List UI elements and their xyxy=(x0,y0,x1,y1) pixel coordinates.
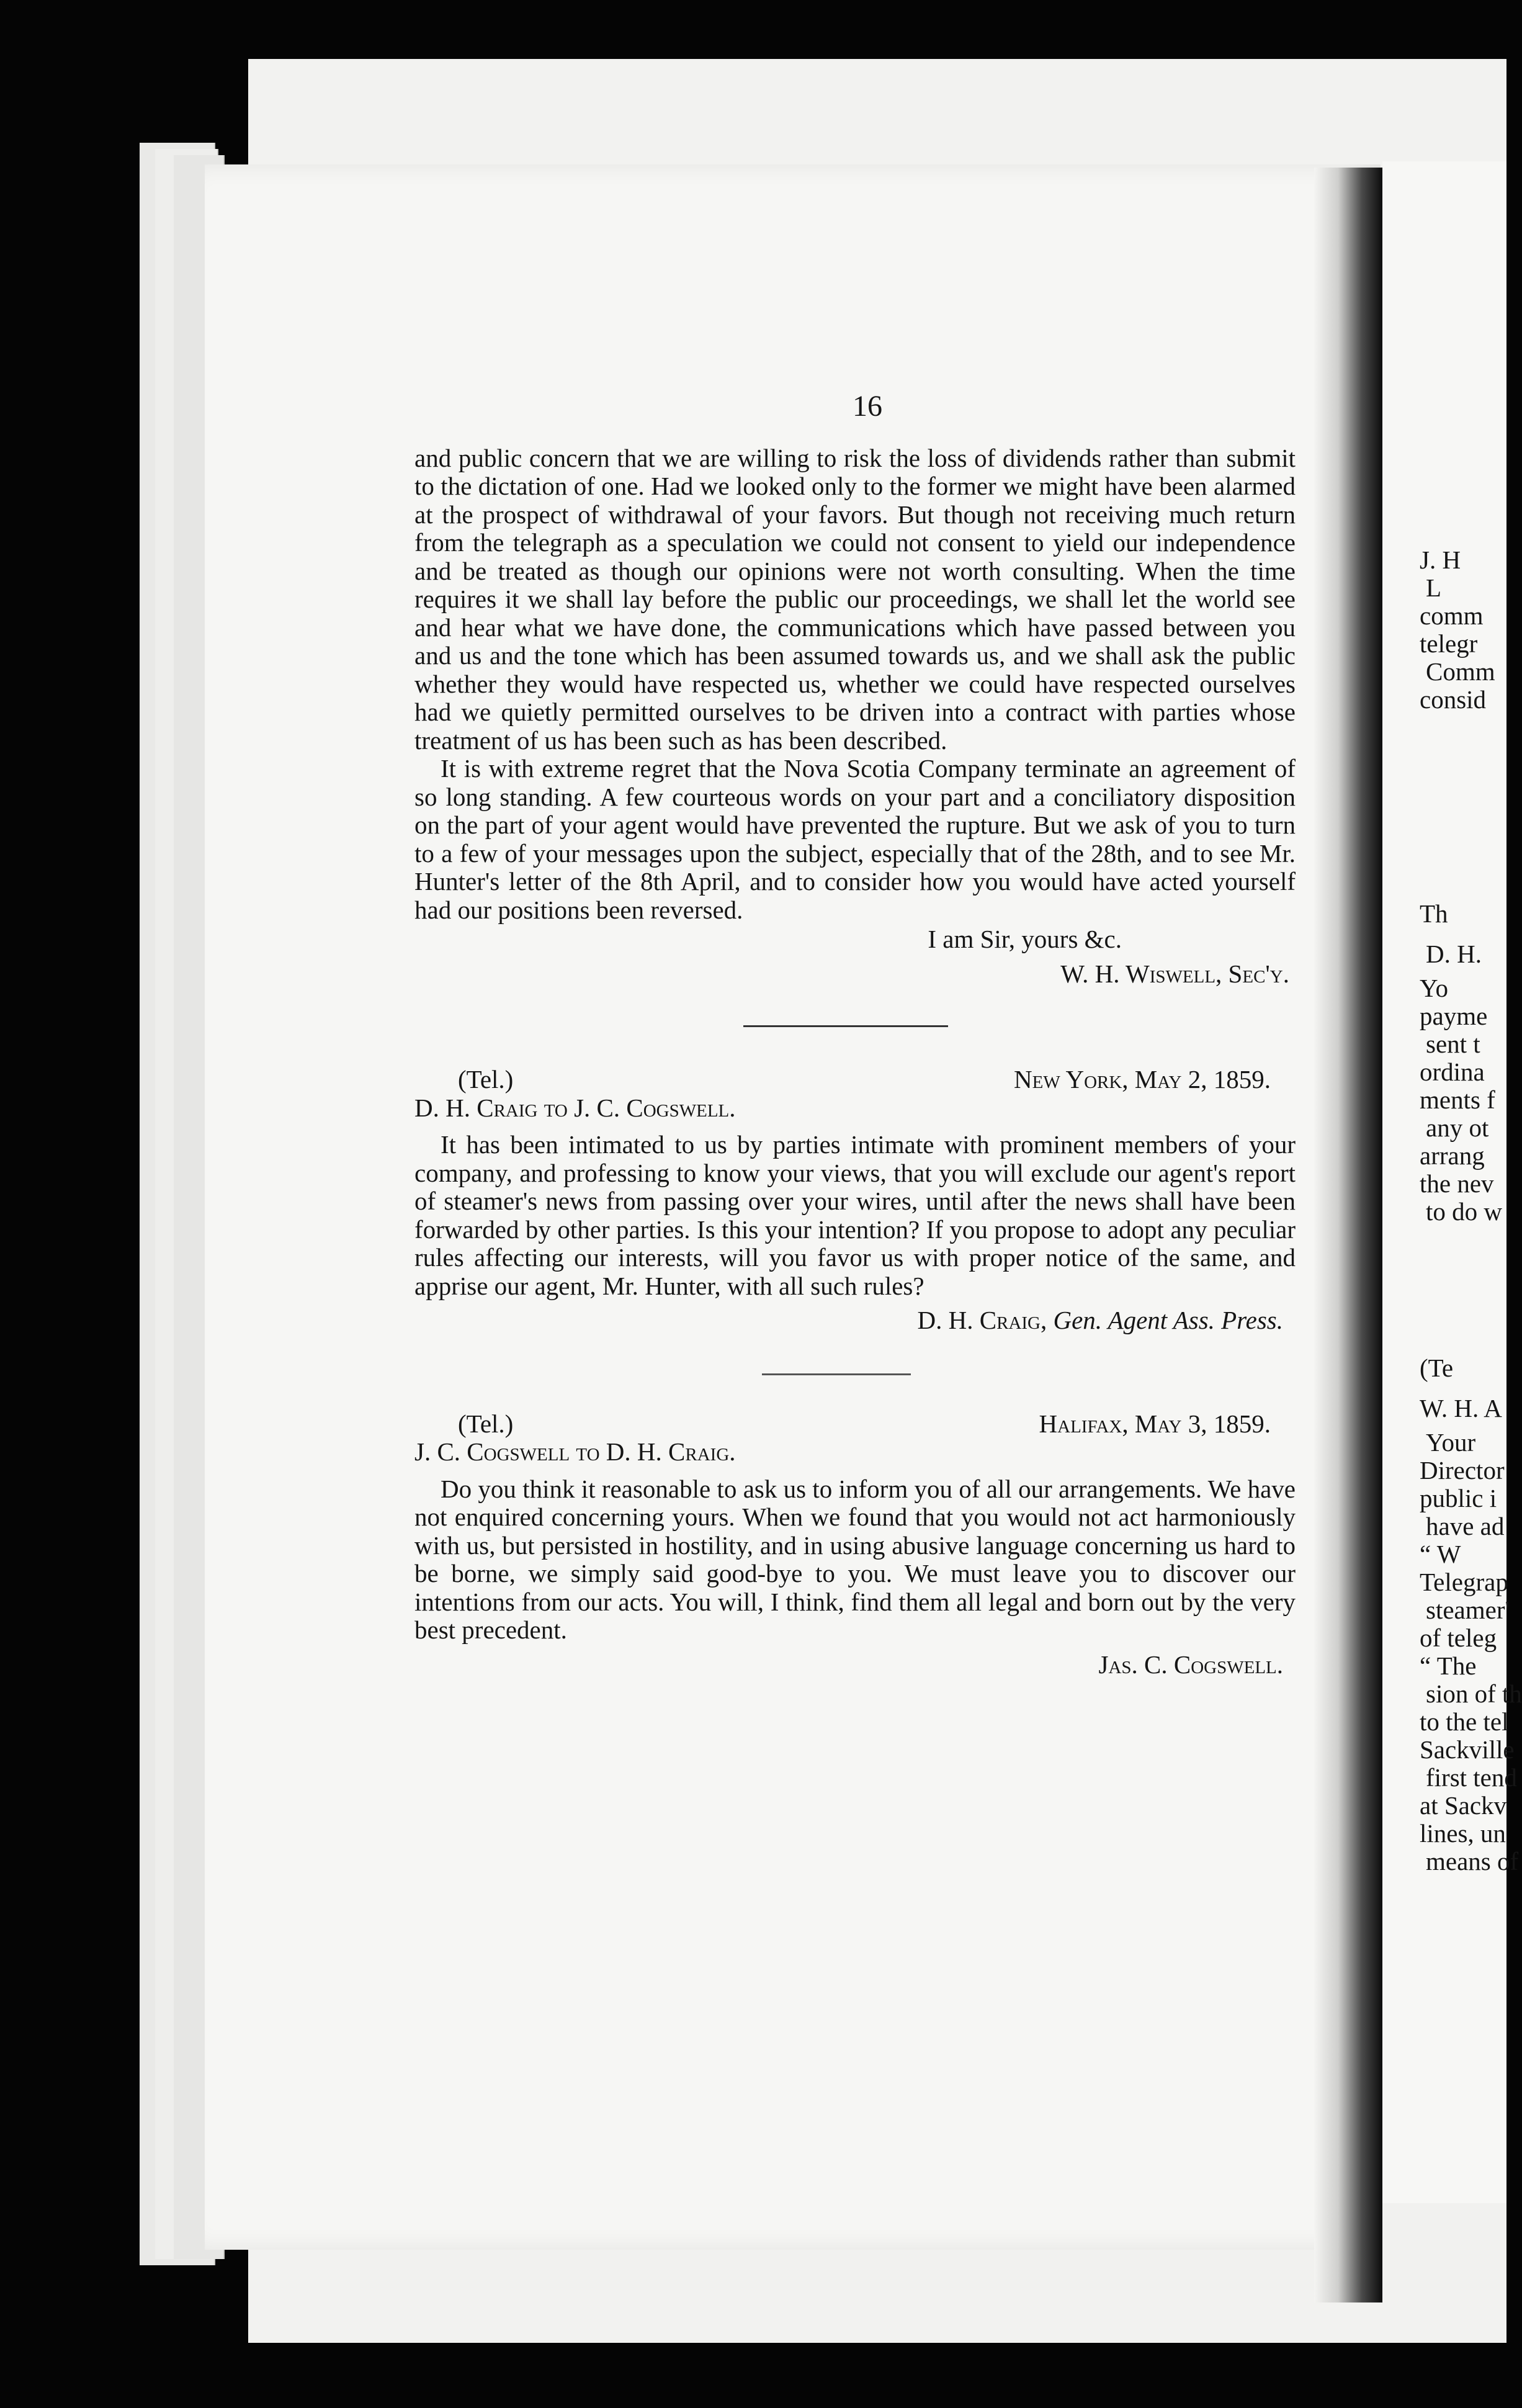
page-number: 16 xyxy=(853,390,882,423)
section-divider xyxy=(743,1025,948,1027)
telegram-2-from-to: J. C. Cogswell to D. H. Craig. xyxy=(414,1437,736,1466)
section-divider xyxy=(762,1373,911,1375)
right-page-fragment: ments f xyxy=(1420,1085,1495,1114)
letter-signature: W. H. Wiswell, Sec'y. xyxy=(1060,959,1289,988)
right-page-fragment: W. H. A xyxy=(1420,1394,1502,1422)
right-page-fragment: Director xyxy=(1420,1456,1505,1485)
telegram-2-body: Do you think it reasonable to ask us to inform you of all our arrangements. We have not enquired concerning yours. When we found that you would not act harmoniously with us, but persisted in hostility, and in using abusive language concerning us hard to be borne, we simply said good-bye to you. We must leave you to discover our intentions from our acts. You will, I think, find them all legal and born out by the very best precedent. xyxy=(414,1474,1296,1644)
right-page-fragment: first tend xyxy=(1426,1763,1517,1792)
right-page-fragment: public i xyxy=(1420,1484,1497,1512)
right-page-fragment: Yo xyxy=(1420,974,1449,1002)
right-page-fragment: to the tel xyxy=(1420,1707,1509,1736)
right-page-fragment: L xyxy=(1426,573,1442,602)
telegram-1-tag: (Tel.) xyxy=(458,1065,514,1094)
right-page-fragment: comm xyxy=(1420,601,1484,630)
right-page-fragment: D. H. xyxy=(1426,940,1482,968)
right-page-fragment: J. H xyxy=(1420,546,1461,574)
letter-paragraph-1: and public concern that we are willing to risk the loss of dividends rather than submit to the dictation of one. Had we looked only to the former we might have been alarmed at the prospect of withdrawal of your favors. But though not receiving much return from the telegraph as a speculation we could not consent to yield our independence and be treated as though our opinions were not worth consulting. When the time requires it we shall lay before the public our proceedings, we shall let the world see and hear what we have done, the communications which have passed between you and us and the tone which has been assumed towards us, and we shall ask the public whether they would have respected us, whether we could have respected ourselves had we quietly permitted ourselves to be driven into a contract with parties whose treatment of us has been such as has been described. xyxy=(414,443,1296,755)
right-page-fragment: Th xyxy=(1420,899,1448,928)
right-page-fragment: lines, un xyxy=(1420,1819,1506,1848)
telegram-2-signature: Jas. C. Cogswell. xyxy=(1098,1650,1283,1679)
right-page-fragment: to do w xyxy=(1426,1197,1502,1226)
right-page-fragment: “ The xyxy=(1420,1651,1477,1680)
telegram-1-from-to: D. H. Craig to J. C. Cogswell. xyxy=(414,1093,736,1122)
right-page-fragment: steamer' xyxy=(1426,1596,1510,1624)
right-page-fragment: any ot xyxy=(1426,1113,1489,1142)
telegram-2-header xyxy=(414,1410,1296,1439)
right-page-fragment: ordina xyxy=(1420,1058,1485,1086)
telegram-2-place-date: Halifax, May 3, 1859. xyxy=(1039,1409,1271,1438)
right-page-fragment: telegr xyxy=(1420,629,1478,658)
right-page-fragment: payme xyxy=(1420,1002,1488,1030)
right-page-fragment: the nev xyxy=(1420,1169,1494,1198)
right-page-fragment: Your xyxy=(1426,1428,1476,1457)
right-page-fragment: consid xyxy=(1420,685,1487,714)
telegram-1-signature xyxy=(414,1306,1296,1335)
right-page-fragment: (Te xyxy=(1420,1354,1454,1382)
telegram-1-signature-title: Gen. Agent Ass. Press. xyxy=(1053,1306,1283,1334)
book-spine xyxy=(1314,168,1382,2302)
right-page-fragment: arrang xyxy=(1420,1141,1485,1170)
right-page-fragment: Comm xyxy=(1426,657,1495,686)
right-page-fragment: sion of th xyxy=(1426,1679,1522,1708)
telegram-2-tag: (Tel.) xyxy=(458,1409,514,1438)
right-page-fragment: of teleg xyxy=(1420,1624,1497,1652)
letter-closing: I am Sir, yours &c. xyxy=(928,925,1122,953)
right-page-fragment: have ad xyxy=(1426,1512,1505,1540)
right-page-fragment: at Sackv xyxy=(1420,1791,1507,1820)
letter-paragraph-2: It is with extreme regret that the Nova Scotia Company terminate an agreement of so long standing. A few courteous words on your part and a conciliatory disposition on the part of your agent would have prevented the rupture. But we ask of you to turn to a few of your messages upon the subject, especially that of the 28th, and to see Mr. Hunter's letter of the 8th April, and to consider how you would have acted yourself had our positions been reversed. xyxy=(414,754,1296,924)
telegram-1-signature-name: D. H. Craig, xyxy=(917,1306,1047,1334)
telegram-1-body: It has been intimated to us by parties intimate with prominent members of your company, and professing to know your views, that you will exclude our agent's report of steamer's news from passing over your wires, until after the news shall have been forwarded by other parties. Is this your intention? If you propose to adopt any peculiar rules affecting our interests, will you favor us with proper notice of the same, and apprise our agent, Mr. Hunter, with all such rules? xyxy=(414,1130,1296,1300)
telegram-1-header xyxy=(414,1066,1296,1094)
right-page-fragment: Telegrap xyxy=(1420,1568,1508,1596)
right-page-fragment: means of xyxy=(1426,1847,1519,1876)
telegram-1-place-date: New York, May 2, 1859. xyxy=(1014,1065,1271,1094)
right-page-fragment: “ W xyxy=(1420,1540,1461,1568)
right-page-fragment: Sackville xyxy=(1420,1735,1515,1764)
page-content xyxy=(414,392,1296,1679)
right-page-fragment: sent t xyxy=(1426,1030,1480,1058)
